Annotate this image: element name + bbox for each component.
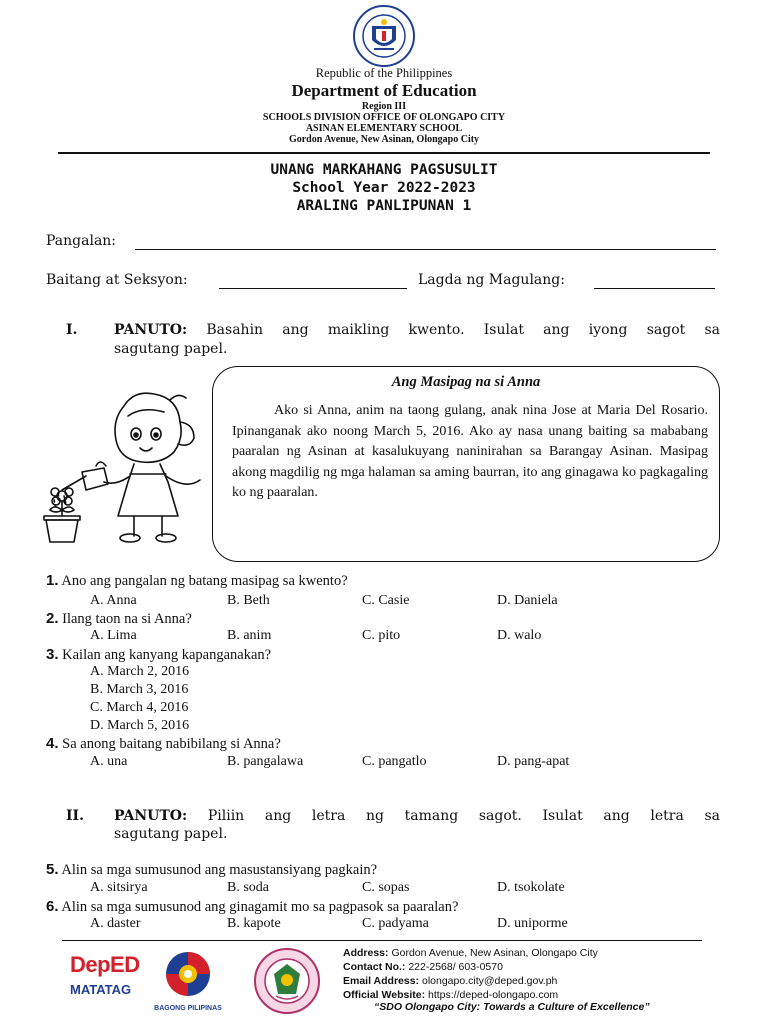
deped-logo-text: DepED <box>70 952 140 977</box>
bagong-pilipinas-text: BAGONG PILIPINAS <box>154 1005 222 1012</box>
story-text: Ako si Anna, anim na taong gulang, anak nina Jose at Maria Del Rosario. Ipinanganak ako noong March 5, 2016. Ako ay nasa unang baiting sa mababang paaralan ng Asinan at kasalukuyang naninirahan sa Barangay Asinan. Masipag akong magdilig ng mga halaman sa aming baurran, ito ang ginagawa ko pagkagaling ko ng paaralan. <box>232 403 708 500</box>
bagong-pilipinas-logo <box>150 948 226 1012</box>
deped-matatag-logo <box>70 952 146 1012</box>
header-divider <box>58 152 710 154</box>
option-5a[interactable]: A. sitsirya <box>90 880 148 895</box>
question-number: 6. <box>46 898 59 915</box>
grade-section-field[interactable] <box>219 287 407 289</box>
school-address-text: Gordon Avenue, New Asinan, Olongapo City <box>288 134 480 145</box>
question-number: 3. <box>46 646 59 663</box>
question-1 <box>46 572 348 590</box>
name-label: Pangalan: <box>46 233 117 249</box>
footer-email-value[interactable]: olongapo.city@deped.gov.ph <box>421 975 558 987</box>
footer-email <box>343 975 557 987</box>
option-1c[interactable]: C. Casie <box>362 593 410 608</box>
question-text: Kailan ang kanyang kapanganakan? <box>62 647 272 663</box>
option-3a[interactable]: A. March 2, 2016 <box>90 664 190 679</box>
subject-title: ARALING PANLIPUNAN 1 <box>296 198 472 214</box>
footer-address-label: Address: <box>343 947 389 959</box>
grade-section-label: Baitang at Seksyon: <box>46 272 188 288</box>
school-text: ASINAN ELEMENTARY SCHOOL <box>305 123 463 134</box>
option-5d[interactable]: D. tsokolate <box>497 880 565 895</box>
footer-contact-value: 222-2568/ 603-0570 <box>408 961 503 973</box>
girl-watering-plant-illustration <box>38 386 210 546</box>
question-text: Ano ang pangalan ng batang masipag sa kwento? <box>61 573 348 589</box>
question-6 <box>46 898 458 916</box>
option-6b[interactable]: B. kapote <box>227 916 281 931</box>
deped-seal-logo <box>352 4 416 68</box>
footer-email-label: Email Address: <box>343 975 420 987</box>
test-title: UNANG MARKAHANG PAGSUSULIT <box>270 162 498 178</box>
part2-number: II. <box>66 808 84 824</box>
question-number: 5. <box>46 861 59 878</box>
matatag-logo-text: MATATAG <box>70 982 132 997</box>
option-6a[interactable]: A. daster <box>90 916 141 931</box>
part2-instruction-line2: sagutang papel. <box>114 826 228 842</box>
republic-text: Republic of the Philippines <box>315 66 453 80</box>
option-4c[interactable]: C. pangatlo <box>362 754 427 769</box>
question-number: 1. <box>46 572 59 589</box>
part1-instruction-text: Basahin ang maikling kwento. Isulat ang iyong sagot sa <box>206 322 721 338</box>
story-title: Ang Masipag na si Anna <box>391 374 541 390</box>
question-3 <box>46 646 271 664</box>
option-6c[interactable]: C. padyama <box>362 916 429 931</box>
option-4d[interactable]: D. pang-apat <box>497 754 570 769</box>
footer-website <box>343 989 558 1001</box>
question-text: Alin sa mga sumusunod ang masustansiyang pagkain? <box>61 862 378 878</box>
parent-signature-field[interactable] <box>594 287 715 289</box>
option-4b[interactable]: B. pangalawa <box>227 754 304 769</box>
parent-signature-label: Lagda ng Magulang: <box>418 272 565 288</box>
question-text: Alin sa mga sumusunod ang ginagamit mo sa pagpasok sa paaralan? <box>61 899 459 915</box>
philippine-flag-icon <box>150 948 226 1000</box>
option-3b[interactable]: B. March 3, 2016 <box>90 682 189 697</box>
question-text: Sa anong baitang nabibilang si Anna? <box>62 736 281 752</box>
option-2d[interactable]: D. walo <box>497 628 542 643</box>
question-5 <box>46 861 377 879</box>
footer-motto: “SDO Olongapo City: Towards a Culture of Excellence” <box>374 1001 650 1013</box>
option-2b[interactable]: B. anim <box>227 628 272 643</box>
part2-instruction-line1 <box>114 808 720 824</box>
footer-contact-label: Contact No.: <box>343 961 406 973</box>
option-1b[interactable]: B. Beth <box>227 593 270 608</box>
question-number: 2. <box>46 610 59 627</box>
part1-panuto-label: PANUTO: <box>114 322 188 338</box>
region-text: Region III <box>361 101 407 112</box>
department-title: Department of Education <box>291 81 477 100</box>
option-2a[interactable]: A. Lima <box>90 628 137 643</box>
part1-instruction-line2: sagutang papel. <box>114 341 228 357</box>
part1-instruction-line1 <box>114 322 720 338</box>
question-number: 4. <box>46 735 59 752</box>
footer-address-value: Gordon Avenue, New Asinan, Olongapo City <box>391 947 598 959</box>
school-seal-logo <box>252 946 322 1016</box>
option-4a[interactable]: A. una <box>90 754 128 769</box>
option-6d[interactable]: D. uniporme <box>497 916 568 931</box>
division-text: SCHOOLS DIVISION OFFICE OF OLONGAPO CITY <box>262 112 506 123</box>
option-5b[interactable]: B. soda <box>227 880 269 895</box>
question-2 <box>46 610 192 628</box>
question-text: Ilang taon na si Anna? <box>62 611 192 627</box>
name-field[interactable] <box>135 248 716 250</box>
option-1d[interactable]: D. Daniela <box>497 593 558 608</box>
footer-address <box>343 947 598 959</box>
part1-number: I. <box>66 322 78 338</box>
school-year: School Year 2022-2023 <box>292 180 476 196</box>
option-5c[interactable]: C. sopas <box>362 880 410 895</box>
footer-website-link[interactable]: https://deped-olongapo.com <box>428 989 559 1001</box>
option-1a[interactable]: A. Anna <box>90 593 137 608</box>
option-3d[interactable]: D. March 5, 2016 <box>90 718 190 733</box>
footer-divider <box>62 940 702 941</box>
part2-panuto-label: PANUTO: <box>114 808 188 824</box>
footer-website-label: Official Website: <box>343 989 426 1001</box>
option-2c[interactable]: C. pito <box>362 628 401 643</box>
footer-contact <box>343 961 503 973</box>
option-3c[interactable]: C. March 4, 2016 <box>90 700 189 715</box>
part2-instruction-text: Piliin ang letra ng tamang sagot. Isulat ang letra sa <box>207 808 720 824</box>
question-4 <box>46 735 281 753</box>
